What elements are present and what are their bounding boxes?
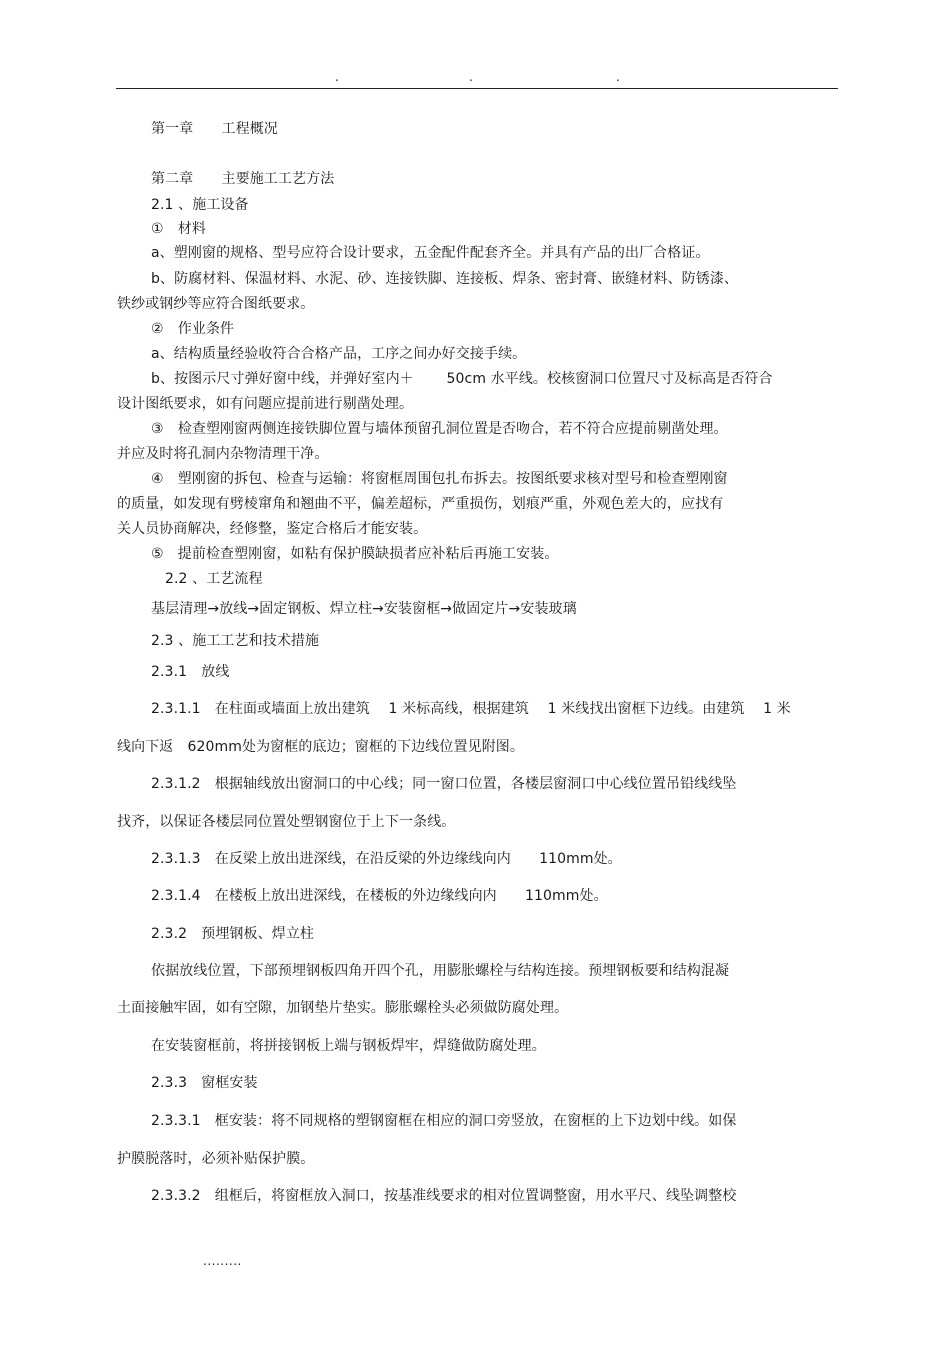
section-heading: 2.1 、施工设备	[151, 197, 249, 213]
paragraph-line: 线向下返 620mm处为窗框的底边；窗框的下边线位置见附图。	[117, 739, 524, 755]
paragraph-line: b、防腐材料、保温材料、水泥、砂、连接铁脚、连接板、焊条、密封膏、嵌缝材料、防锈漆、	[151, 271, 739, 287]
header-mark: .	[616, 70, 620, 84]
subsection-heading: ② 作业条件	[151, 321, 235, 337]
paragraph-line: 的质量，如发现有劈棱窜角和翘曲不平，偏差超标，严重损伤，划痕严重，外观色差大的，应找有	[117, 496, 724, 512]
paragraph-line: a、塑刚窗的规格、型号应符合设计要求，五金配件配套齐全。并具有产品的出厂合格证。	[151, 245, 710, 261]
paragraph-line: 在安装窗框前，将拼接钢板上端与钢板焊牢，焊缝做防腐处理。	[151, 1038, 546, 1054]
paragraph-line: 设计图纸要求，如有问题应提前进行剔凿处理。	[117, 396, 414, 412]
header-rule	[116, 88, 838, 89]
chapter-heading: 第二章 主要施工工艺方法	[151, 171, 335, 187]
subsection-heading: 2.3.3 窗框安装	[151, 1075, 258, 1091]
paragraph-line: 并应及时将孔洞内杂物清理干净。	[117, 446, 329, 462]
paragraph-line: 2.3.3.1 框安装：将不同规格的塑钢窗框在相应的洞口旁竖放，在窗框的上下边划中线。如保	[151, 1113, 737, 1129]
paragraph-line: 2.3.1.4 在楼板上放出进深线，在楼板的外边缘线向内 110mm处。	[151, 888, 608, 904]
paragraph-line: 2.3.1.2 根据轴线放出窗洞口的中心线；同一窗口位置，各楼层窗洞口中心线位置吊铅线线坠	[151, 776, 737, 792]
paragraph-line: 依据放线位置，下部预埋钢板四角开四个孔，用膨胀螺栓与结构连接。预埋钢板要和结构混凝	[151, 963, 730, 979]
paragraph-line: 找齐，以保证各楼层同位置处塑钢窗位于上下一条线。	[117, 814, 456, 830]
subsection-heading: 2.3.2 预埋钢板、焊立柱	[151, 926, 315, 942]
subsection-heading: ① 材料	[151, 221, 206, 237]
paragraph-line: 铁纱或钢纱等应符合图纸要求。	[117, 296, 315, 312]
paragraph-line: ③ 检查塑刚窗两侧连接铁脚位置与墙体预留孔洞位置是否吻合，若不符合应提前剔凿处理。	[151, 421, 728, 437]
section-heading: 2.2 、工艺流程	[165, 571, 263, 587]
paragraph-line: b、按图示尺寸弹好窗中线，并弹好室内＋ 50cm 水平线。校核窗洞口位置尺寸及标高是否符合	[151, 371, 773, 387]
paragraph-line: ⑤ 提前检查塑刚窗，如粘有保护膜缺损者应补粘后再施工安装。	[151, 546, 559, 562]
paragraph-line: 2.3.3.2 组框后，将窗框放入洞口，按基准线要求的相对位置调整窗，用水平尺、线坠调整校	[151, 1188, 737, 1204]
header-mark: .	[335, 70, 339, 84]
footer-mark: .........	[203, 1254, 242, 1268]
paragraph-line: 2.3.1.3 在反梁上放出进深线，在沿反梁的外边缘线向内 110mm处。	[151, 851, 622, 867]
paragraph-line: 土面接触牢固，如有空隙，加钢垫片垫实。膨胀螺栓头必须做防腐处理。	[117, 1000, 569, 1016]
chapter-heading: 第一章 工程概况	[151, 121, 278, 137]
process-flow: 基层清理→放线→固定钢板、焊立柱→安装窗框→做固定片→安装玻璃	[151, 601, 577, 617]
paragraph-line: 护膜脱落时，必须补贴保护膜。	[117, 1151, 315, 1167]
section-heading: 2.3 、施工工艺和技术措施	[151, 633, 320, 649]
paragraph-line: 关人员协商解决，经修整，鉴定合格后才能安装。	[117, 521, 428, 537]
header-mark: .	[469, 70, 473, 84]
subsection-heading: 2.3.1 放线	[151, 664, 230, 680]
paragraph-line: 2.3.1.1 在柱面或墙面上放出建筑 1 米标高线，根据建筑 1 米线找出窗框下边线。由建筑 1 米	[151, 701, 791, 717]
paragraph-line: a、结构质量经验收符合合格产品，工序之间办好交接手续。	[151, 346, 527, 362]
paragraph-line: ④ 塑刚窗的拆包、检查与运输：将窗框周围包扎布拆去。按图纸要求核对型号和检查塑刚窗	[151, 471, 728, 487]
